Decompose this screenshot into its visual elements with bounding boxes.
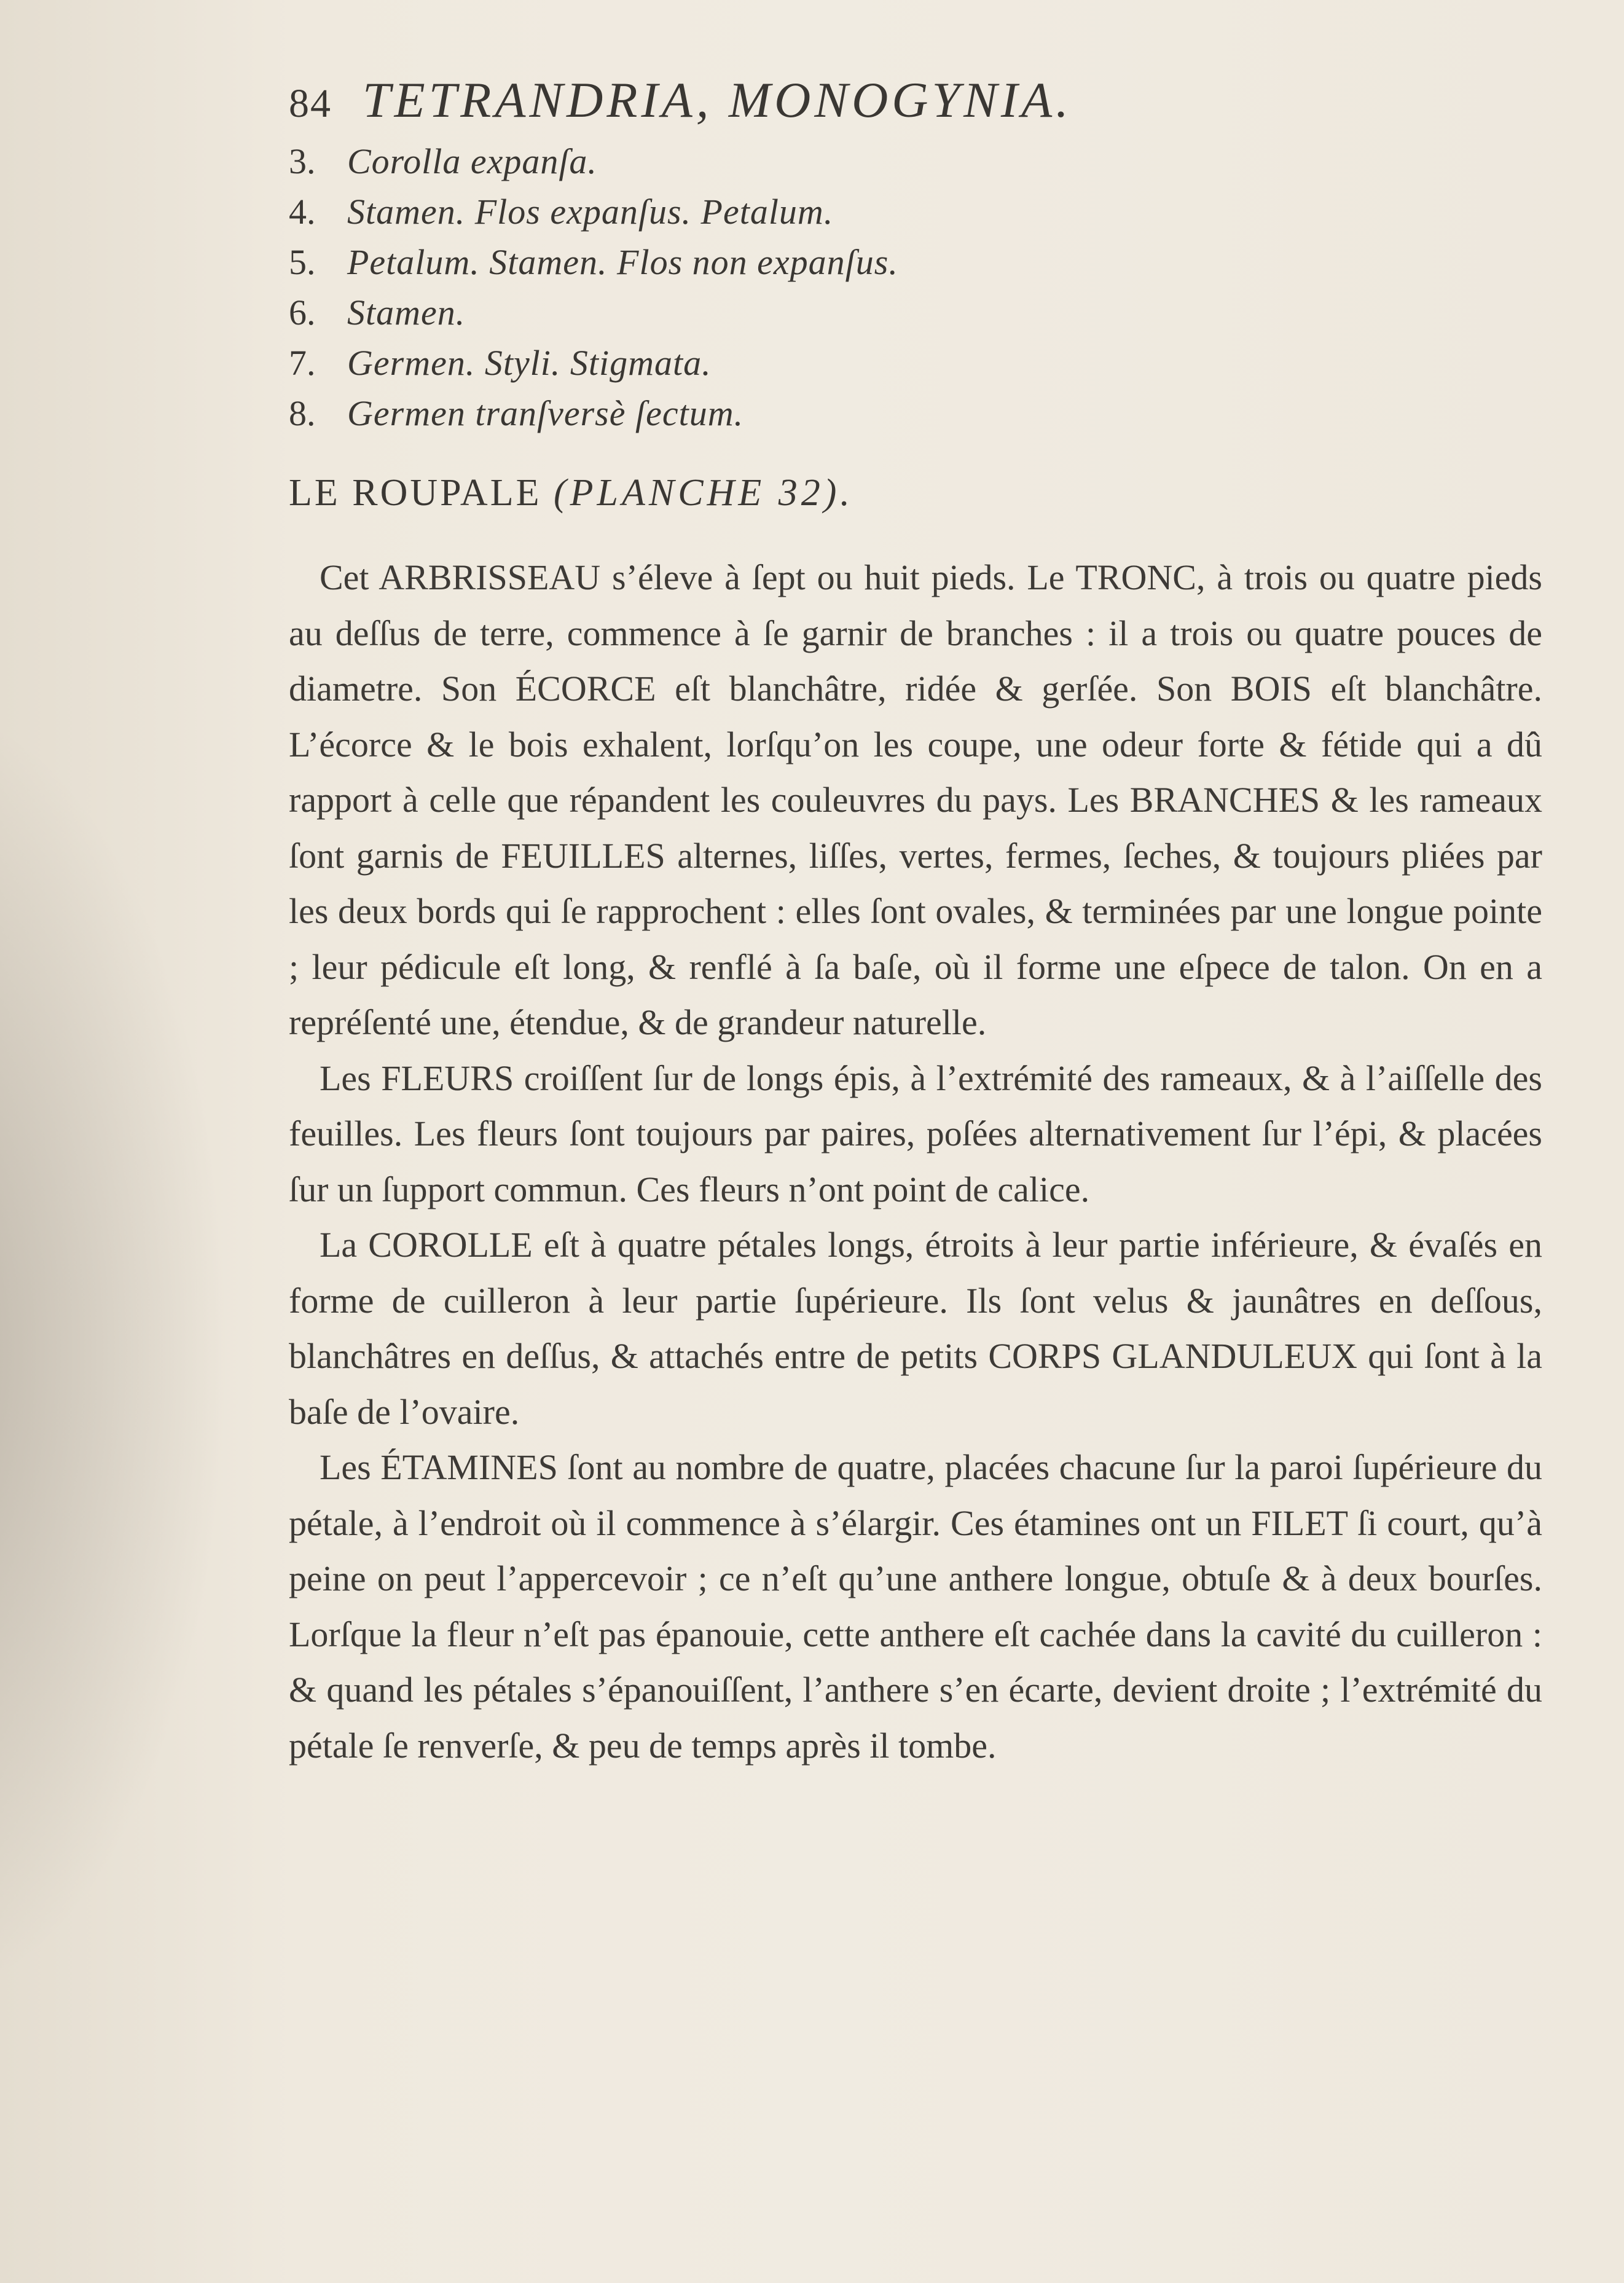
figure-caption: [289, 187, 1456, 237]
paragraph: Cet ARBRISSEAU s’éleve à ſept ou huit pieds. Le TRONC, à trois ou quatre pieds au deſſus de terre, commence à ſe garnir de branches : il a trois ou quatre pouces de diametre. Son ÉCORCE eſt blanchâtre, ridée & gerſée. Son BOIS eſt blanchâtre. L’écorce & le bois exhalent, lorſqu’on les coupe, une odeur forte & fétide qui a dû rapport à celle que répandent les couleuvres du pays. Les BRANCHES & les rameaux ſont garnis de FEUILLES alternes, liſſes, vertes, fermes, ſeches, & toujours pliées par les deux bords qui ſe rapprochent : elles ſont ovales, & terminées par une longue pointe ; leur pédicule eſt long, & renflé à ſa baſe, où il forme une eſpece de talon. On en a repréſenté une, étendue, & de grandeur naturelle.: [289, 557, 1542, 1042]
section-title: LE ROUPALE: [289, 472, 542, 514]
page-number: 84: [289, 81, 332, 126]
section-heading: [289, 462, 853, 524]
figure-caption-text: Petalum. Stamen. Flos non expanſus.: [347, 242, 898, 282]
figure-number: 5.: [289, 242, 316, 282]
figure-caption: [289, 338, 1456, 388]
plate-reference: (PLANCHE 32).: [553, 472, 853, 514]
running-header: [289, 66, 1383, 134]
figure-caption: [289, 288, 1456, 338]
figure-number: 7.: [289, 343, 316, 383]
figure-caption-text: Stamen. Flos expanſus. Petalum.: [347, 192, 834, 232]
figure-number: 3.: [289, 141, 316, 181]
figure-caption-text: Germen tranſversè ſectum.: [347, 393, 744, 433]
paragraph: La COROLLE eſt à quatre pétales longs, étroits à leur partie inférieure, & évaſés en forme de cuilleron à leur partie ſupérieure. Ils ſont velus & jaunâtres en deſſous, blanchâtres en deſſus, & attachés entre de petits CORPS GLANDULEUX qui ſont à la baſe de l’ovaire.: [289, 1225, 1542, 1432]
figure-caption-text: Germen. Styli. Stigmata.: [347, 343, 712, 383]
figure-number: 8.: [289, 393, 316, 433]
figure-number: 4.: [289, 192, 316, 232]
figure-caption-text: Corolla expanſa.: [347, 141, 597, 181]
figure-caption-list: [289, 136, 1456, 439]
paragraph: Les FLEURS croiſſent ſur de longs épis, à l’extrémité des rameaux, & à l’aiſſelle des feuilles. Les fleurs ſont toujours par paires, poſées alternativement ſur l’épi, & placées ſur un ſupport commun. Ces fleurs n’ont point de calice.: [289, 1058, 1542, 1209]
running-title: TETRANDRIA, MONOGYNIA.: [363, 72, 1072, 128]
figure-caption: [289, 237, 1456, 288]
figure-caption-text: Stamen.: [347, 293, 466, 332]
figure-caption: [289, 136, 1456, 187]
paragraph: Les ÉTAMINES ſont au nombre de quatre, placées chacune ſur la paroi ſupérieure du pétale, à l’endroit où il commence à s’élargir. Ces étamines ont un FILET ſi court, qu’à peine on peut l’appercevoir ; ce n’eſt qu’une anthere longue, obtuſe & à deux bourſes. Lorſque la fleur n’eſt pas épanouie, cette anthere eſt cachée dans la cavité du cuilleron : & quand les pétales s’épanouiſſent, l’anthere s’en écarte, devient droite ; l’extrémité du pétale ſe renverſe, & peu de temps après il tombe.: [289, 1447, 1542, 1766]
figure-number: 6.: [289, 293, 316, 332]
figure-caption: [289, 388, 1456, 439]
description-text: [289, 550, 1542, 1774]
